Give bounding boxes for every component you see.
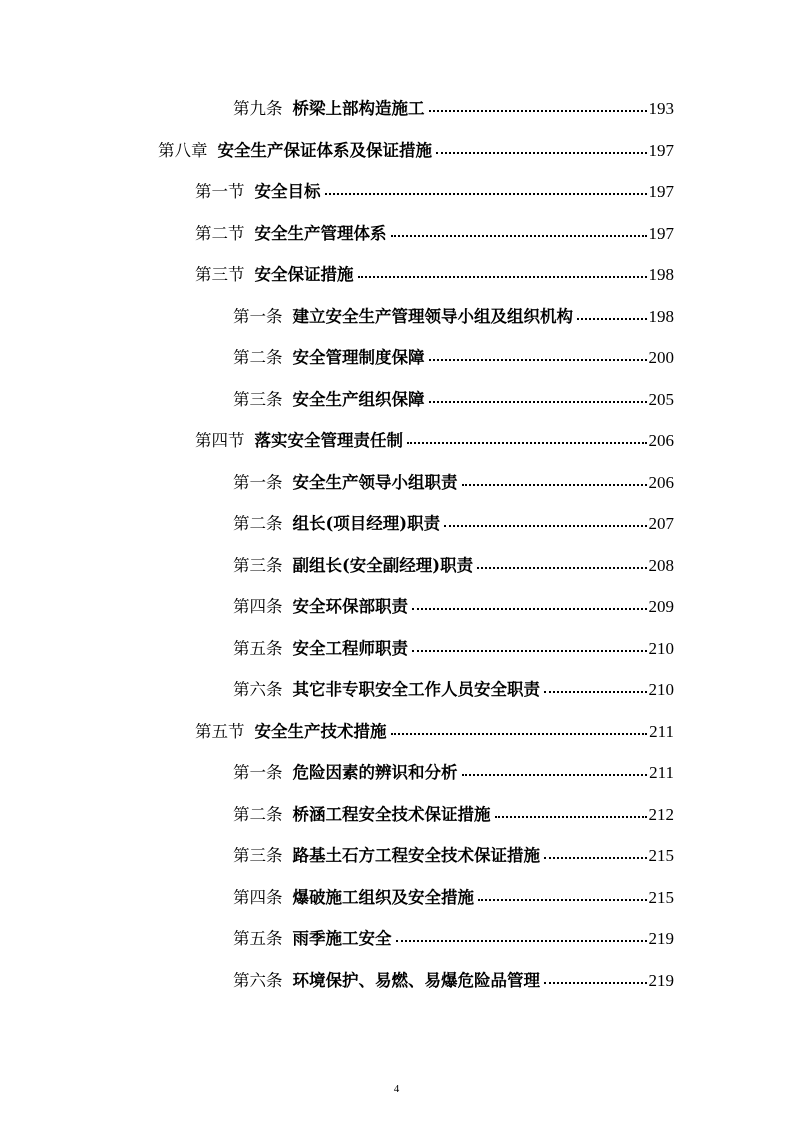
toc-entry-page: 206	[648, 473, 674, 492]
toc-entry-title: 副组长(安全副经理)职责	[292, 556, 474, 575]
toc-entry-page: 211	[649, 763, 674, 782]
toc-entry-page: 198	[648, 307, 674, 326]
toc-entry-page: 219	[648, 929, 674, 948]
toc-entry[interactable]	[233, 842, 674, 870]
toc-entry-page: 208	[648, 556, 674, 575]
toc-entry-title: 危险因素的辨识和分析	[292, 763, 458, 782]
toc-entry-page: 207	[648, 514, 674, 533]
toc-entry-title: 安全保证措施	[254, 265, 354, 284]
toc-dot-leader	[544, 691, 647, 693]
toc-dot-leader	[325, 193, 647, 195]
toc-entry-title: 安全环保部职责	[292, 597, 408, 616]
toc-entry-number: 第六条	[233, 680, 283, 699]
toc-dot-leader	[462, 484, 647, 486]
toc-dot-leader	[462, 774, 648, 776]
toc-entry-number: 第四节	[195, 431, 245, 450]
toc-entry-number: 第二条	[233, 514, 283, 533]
toc-entry-title: 爆破施工组织及安全措施	[292, 888, 474, 907]
toc-dot-leader	[478, 899, 647, 901]
toc-entry-number: 第六条	[233, 971, 283, 990]
toc-entry-number: 第八章	[158, 141, 208, 160]
toc-entry-title: 安全生产技术措施	[254, 722, 387, 741]
toc-entry-page: 197	[648, 182, 674, 201]
toc-entry-number: 第二条	[233, 348, 283, 367]
toc-entry-page: 212	[648, 805, 674, 824]
toc-entry[interactable]	[233, 469, 674, 497]
toc-entry-title: 落实安全管理责任制	[254, 431, 403, 450]
toc-entry-number: 第三条	[233, 390, 283, 409]
toc-entry-page: 215	[648, 846, 674, 865]
toc-entry[interactable]	[195, 718, 674, 746]
toc-entry-number: 第四条	[233, 597, 283, 616]
toc-dot-leader	[544, 982, 647, 984]
toc-entry-title: 安全工程师职责	[292, 639, 408, 658]
toc-entry-page: 211	[649, 722, 674, 741]
toc-entry[interactable]	[233, 884, 674, 912]
toc-entry-page: 215	[648, 888, 674, 907]
toc-entry-number: 第三条	[233, 846, 283, 865]
toc-entry-page: 193	[648, 99, 674, 118]
toc-dot-leader	[396, 940, 647, 942]
toc-entry-number: 第五条	[233, 929, 283, 948]
page-number: 4	[393, 1083, 400, 1095]
toc-entry-page: 210	[648, 680, 674, 699]
toc-entry-title: 其它非专职安全工作人员安全职责	[292, 680, 540, 699]
toc-entry-title: 环境保护、易燃、易爆危险品管理	[292, 971, 540, 990]
toc-entry[interactable]	[233, 676, 674, 704]
toc-entry-title: 桥梁上部构造施工	[292, 99, 425, 118]
toc-entry-number: 第一节	[195, 182, 245, 201]
toc-entry-number: 第一条	[233, 473, 283, 492]
toc-entry[interactable]	[233, 303, 674, 331]
toc-entry-page: 206	[648, 431, 674, 450]
toc-entry-number: 第三条	[233, 556, 283, 575]
toc-dot-leader	[577, 318, 647, 320]
toc-dot-leader	[407, 442, 647, 444]
toc-dot-leader	[391, 733, 648, 735]
toc-dot-leader	[391, 235, 647, 237]
toc-entry-title: 安全目标	[254, 182, 321, 201]
toc-entry[interactable]	[233, 593, 674, 621]
toc-entry[interactable]	[233, 635, 674, 663]
toc-entry[interactable]	[233, 552, 674, 580]
toc-entry[interactable]	[233, 386, 674, 414]
toc-entry-page: 205	[648, 390, 674, 409]
toc-entry[interactable]	[233, 344, 674, 372]
toc-entry-number: 第二节	[195, 224, 245, 243]
toc-entry-title: 雨季施工安全	[292, 929, 392, 948]
toc-entry[interactable]	[195, 261, 674, 289]
toc-entry[interactable]	[233, 801, 674, 829]
toc-entry-page: 197	[648, 141, 674, 160]
toc-entry-number: 第一条	[233, 307, 283, 326]
toc-entry-number: 第四条	[233, 888, 283, 907]
toc-entry-number: 第五条	[233, 639, 283, 658]
toc-dot-leader	[412, 608, 647, 610]
toc-entry[interactable]	[195, 220, 674, 248]
toc-entry-page: 198	[648, 265, 674, 284]
toc-dot-leader	[436, 152, 647, 154]
toc-entry-title: 安全生产保证体系及保证措施	[217, 141, 432, 160]
toc-entry-title: 路基土石方工程安全技术保证措施	[292, 846, 540, 865]
toc-entry-title: 组长(项目经理)职责	[292, 514, 441, 533]
toc-entry-title: 桥涵工程安全技术保证措施	[292, 805, 491, 824]
toc-dot-leader	[358, 276, 647, 278]
toc-entry-number: 第三节	[195, 265, 245, 284]
toc-entry-number: 第一条	[233, 763, 283, 782]
toc-entry-title: 安全生产管理体系	[254, 224, 387, 243]
toc-entry[interactable]	[233, 510, 674, 538]
toc-entry[interactable]	[233, 95, 674, 123]
toc-entry-page: 197	[648, 224, 674, 243]
toc-dot-leader	[429, 401, 647, 403]
toc-entry[interactable]	[233, 967, 674, 995]
toc-entry-page: 219	[648, 971, 674, 990]
toc-entry-page: 210	[648, 639, 674, 658]
toc-dot-leader	[444, 525, 646, 527]
toc-entry-number: 第九条	[233, 99, 283, 118]
toc-entry-number: 第二条	[233, 805, 283, 824]
toc-dot-leader	[544, 857, 647, 859]
toc-entry-title: 安全生产组织保障	[292, 390, 425, 409]
toc-entry[interactable]	[233, 759, 674, 787]
toc-entry-title: 安全生产领导小组职责	[292, 473, 458, 492]
toc-entry-title: 建立安全生产管理领导小组及组织机构	[292, 307, 573, 326]
toc-dot-leader	[412, 650, 647, 652]
toc-dot-leader	[429, 359, 647, 361]
toc-entry-page: 200	[648, 348, 674, 367]
toc-dot-leader	[429, 110, 647, 112]
toc-entry[interactable]	[233, 925, 674, 953]
toc-entry[interactable]	[158, 137, 674, 165]
toc-entry-title: 安全管理制度保障	[292, 348, 425, 367]
toc-dot-leader	[495, 816, 647, 818]
toc-entry[interactable]	[195, 427, 674, 455]
toc-entry-page: 209	[648, 597, 674, 616]
toc-entry-number: 第五节	[195, 722, 245, 741]
toc-dot-leader	[477, 567, 646, 569]
toc-entry[interactable]	[195, 178, 674, 206]
